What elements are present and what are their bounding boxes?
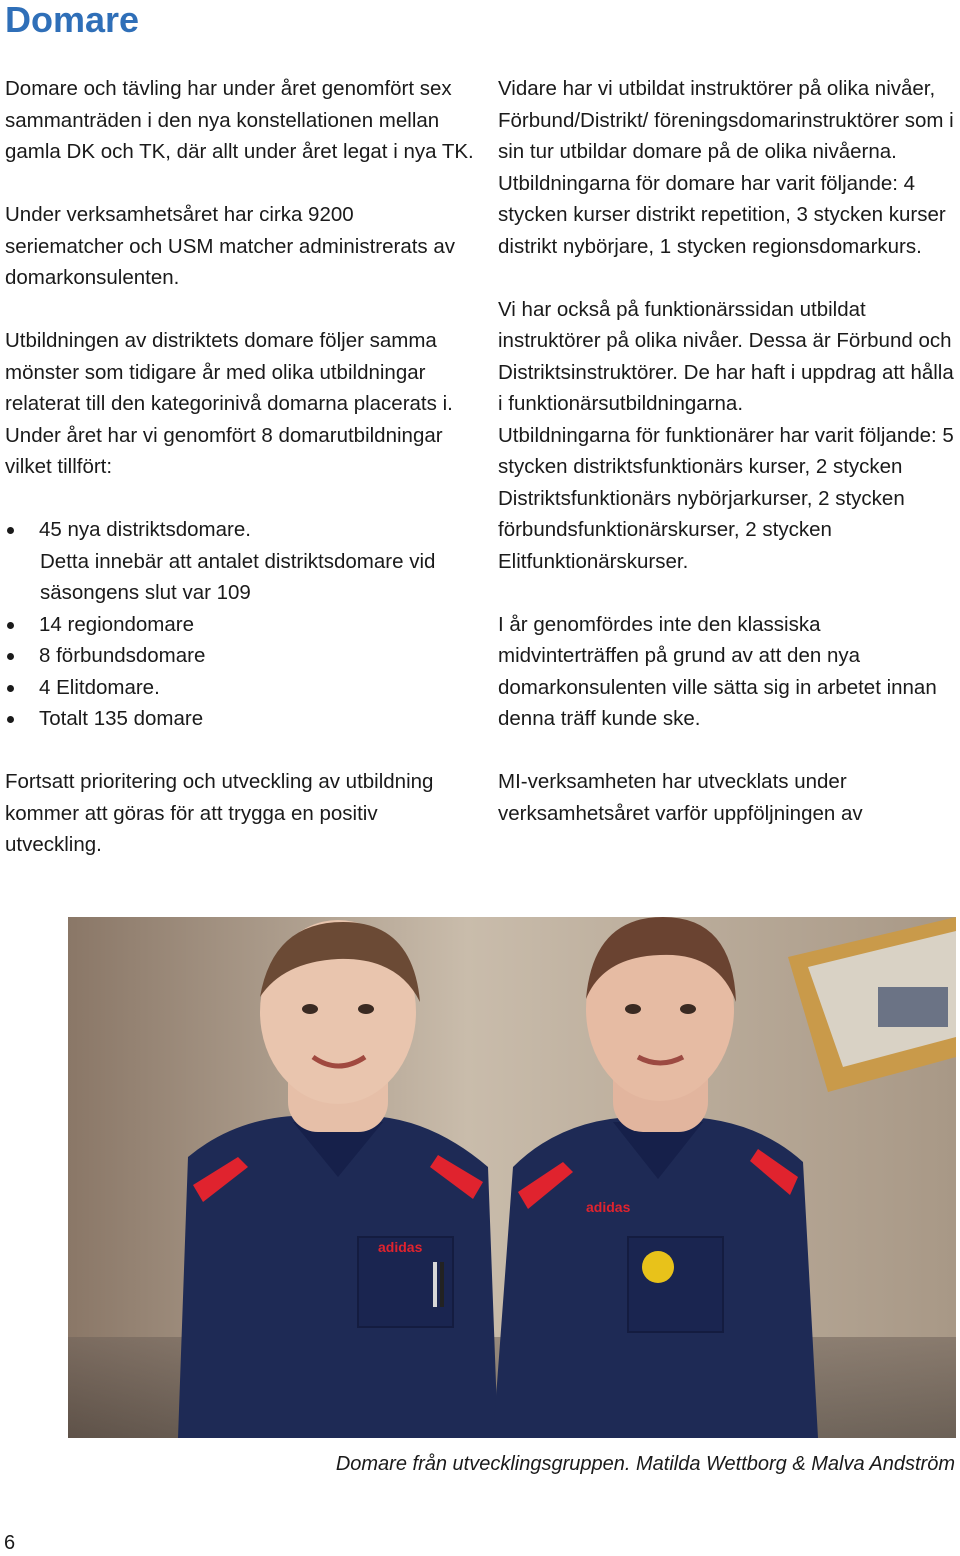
bullet-icon <box>7 716 14 723</box>
bullet-icon <box>7 527 14 534</box>
jersey-logo-left: adidas <box>378 1239 423 1255</box>
referees-photo <box>68 917 956 1438</box>
paragraph: Utbildningarna för domare har varit följande: 4 stycken kurser distrikt repetition, 3 stycken kurser distrikt nybörjare, 1 stycken regionsdomarkurs. <box>498 171 946 258</box>
paragraph: Under verksamhetsåret har cirka 9200 seriematcher och USM matcher administrerats av domarkonsulenten. <box>5 203 456 289</box>
list-item-text: 14 regiondomare <box>39 612 194 636</box>
federation-badge-icon <box>642 1251 674 1283</box>
paragraph: Domare och tävling har under året genomfört sex sammanträden i den nya konstellationen mellan gamla DK och TK, där allt under året legat i nya TK. <box>5 77 474 163</box>
photo-caption: Domare från utvecklingsgruppen. Matilda Wettborg & Malva Andström <box>335 1453 955 1475</box>
list-item-subtext: Detta innebär att antalet distriktsdomare vid säsongens slut var 109 <box>40 549 436 604</box>
page-title: Domare <box>5 0 140 40</box>
list-item-text: Totalt 135 domare <box>39 707 204 730</box>
list-item-text: 45 nya distriktsdomare. <box>39 518 251 541</box>
list-item <box>5 514 475 609</box>
paragraph: Utbildningarna för funktionärer har varit följande: 5 stycken distriktsfunktionärs kurser, 2 stycken Distriktsfunktionärs nybörjarkurser, 2 stycken förbundsfunktionärskurser, 2 stycken Elitfunktionärskurser. <box>498 423 954 573</box>
bullet-icon <box>7 653 14 660</box>
list-item <box>5 609 475 641</box>
page-number: 6 <box>4 1532 16 1554</box>
list-item <box>5 703 475 735</box>
jersey-logo-right: adidas <box>586 1199 631 1215</box>
paragraph: Vidare har vi utbildat instruktörer på olika nivåer, Förbund/Distrikt/ föreningsdomarinstruktörer som i sin tur utbildar domare på de olika nivåerna. <box>498 77 954 163</box>
paragraph: Utbildningen av distriktets domare följer samma mönster som tidigare år med olika utbildningar relaterat till den kategorinivå domarna placerats i. Under året har vi genomfört 8 domarutbildningar vilket tillfört: <box>5 329 453 478</box>
paragraph: I år genomfördes inte den klassiska midvinterträffen på grund av att den nya domarkonsulenten ville sätta sig in arbetet innan denna träff kunde ske. <box>498 612 937 730</box>
list-item <box>5 640 475 672</box>
paragraph: MI-verksamheten har utvecklats under verksamhetsåret varför uppföljningen av <box>498 770 863 825</box>
list-item-text: 8 förbundsdomare <box>39 644 206 667</box>
right-column <box>498 73 960 861</box>
paragraph: Vi har också på funktionärssidan utbildat instruktörer på olika nivåer. Dessa är Förbund och Distriktsinstruktörer. De har haft i uppdrag att hålla i funktionärsutbildningarna. <box>498 297 954 415</box>
list-item <box>5 672 475 704</box>
referees-illustration <box>68 917 956 1438</box>
bullet-icon <box>7 685 14 692</box>
bullet-icon <box>7 622 14 629</box>
referee-stats-list <box>5 514 475 735</box>
paragraph: Fortsatt prioritering och utveckling av utbildning kommer att göras för att trygga en positiv utveckling. <box>5 770 434 856</box>
left-column <box>5 73 475 892</box>
list-item-text: 4 Elitdomare. <box>39 675 160 699</box>
